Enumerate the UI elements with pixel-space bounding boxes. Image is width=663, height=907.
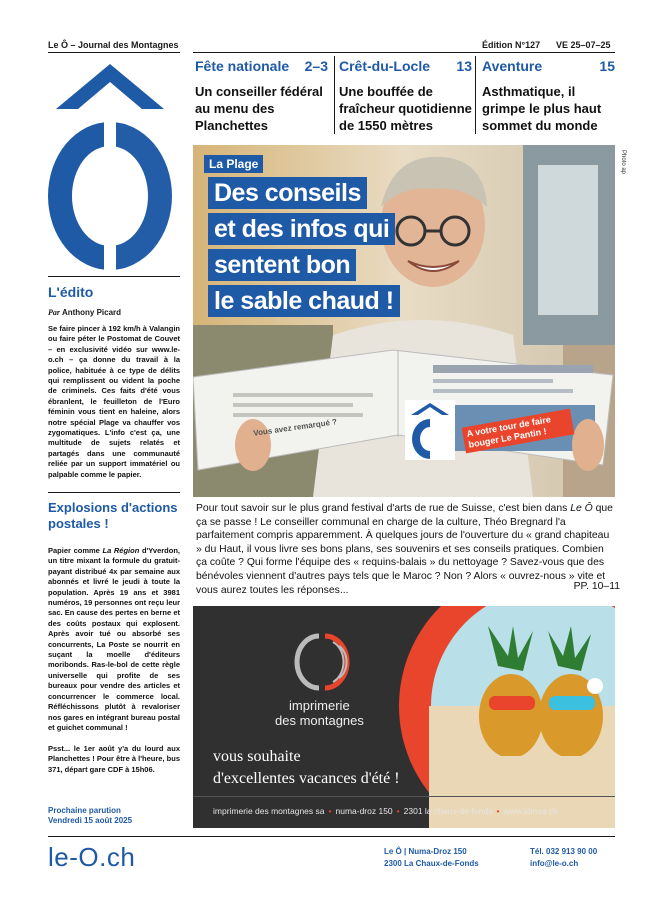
ad-footer-rule (193, 796, 615, 797)
column2-body: Papier comme La Région d'Yverdon, un titre mixant la formule du gratuit-payant distribué 4x par semaine aux abonnés et livré le jeudi à toute la population. Après 19 ans et 3981 numéros, 19 personnes ont reçu leur sac. En cause des pertes en berne et des coûts postaux qui explosent. Après avoir tué ou absorbé ses concurrents, La Poste se nourrit en suçant la moelle d'éditeurs moribonds. Ras-le-bol de cette règle universelle qui profite de ses bureaux pour vendre des articles et concurrencer le commerce local. Réfléchissons plutôt à revaloriser nos gares en intégrant bureau postal et guichet communal ! (48, 546, 180, 732)
teaser-text: Un conseiller fédéral au menu des Planchettes (195, 84, 323, 133)
headline-line: sentent bon (208, 249, 356, 281)
teaser-aventure[interactable] (482, 58, 615, 134)
le-o-logo-icon (44, 64, 176, 272)
edito-byline: Par Anthony Picard (48, 308, 122, 317)
feature-pages[interactable]: PP. 10–11 (573, 581, 620, 592)
ad-brand: imprimerie des montagnes (275, 698, 364, 728)
teaser-title: Crêt-du-Locle (339, 58, 430, 74)
edito-heading: L'édito (48, 284, 94, 300)
newspaper-small-text: Vous avez remarqué ? (252, 417, 338, 438)
teaser-cret-du-locle[interactable] (339, 58, 472, 134)
issue-date: VE 25–07–25 (556, 40, 611, 50)
edito-body: Se faire pincer à 192 km/h à Valangin ou faire péter le Postomat de Couvet – en exclusivité vidéo sur www.le-o.ch – ça donne du travail à la police, habituée à ce type de délits qui remplissent ou vident la poche de criminels. Ces faits d'été vous ébranlent, le feuilleton de l'Euro féminin vous tient en haleine, alors notre spécial Plage va chauffer vos zygomatiques. L'info c'est ça, une multitude de sujets relatés et partagés dans une communauté reliée par un support immatériel ou palpable comme le papier. (48, 324, 180, 479)
advertisement[interactable] (193, 606, 615, 828)
teaser-text: Asthmatique, il grimpe le plus haut sommet du monde (482, 84, 602, 133)
teaser-page: 15 (599, 58, 615, 74)
headline-line: le sable chaud ! (208, 285, 400, 317)
header-rule-right (193, 52, 615, 53)
edito-rule (48, 276, 180, 277)
teaser-title: Aventure (482, 58, 543, 74)
imprimerie-logo-icon (289, 626, 359, 696)
footer-address: Le Ô | Numa-Droz 150 2300 La Chaux-de-Fonds (384, 847, 479, 868)
pineapples-icon (463, 626, 613, 756)
teaser-page: 2–3 (304, 58, 328, 74)
footer-rule (48, 836, 615, 837)
feature-lead: Pour tout savoir sur le plus grand festival d'arts de rue de Suisse, c'est bien dans Le Ô que ça se passe ! Le conseiller communal en charge de la culture, Théo Bregnard l'a parfaitement compris apparemment. À quelques jours de l'ouverture du « grand chapiteau » du Haut, il vous livre ses bons plans, ses souvenirs et ses conseils pratiques. Combien ça coûte ? Qui forme l'équipe des « requins-balais » du nettoyage ? Savez-vous que des bénévoles viennent d'autres pays tels que le Maroc ? Non ? Alors « ouvrez-nous » vite et vous aurez toutes les réponses... (196, 503, 613, 596)
teaser-text: Une bouffée de fraîcheur quotidienne de 1550 mètres (339, 84, 472, 133)
masthead: Le Ô – Journal des Montagnes (48, 40, 179, 50)
photo-credit: Photo ap (620, 150, 626, 175)
teaser-fete-nationale[interactable] (195, 58, 328, 134)
header-rule-left (48, 52, 180, 53)
headline-line: Des conseils (208, 177, 367, 209)
footer-phone[interactable]: Tél. 032 913 90 00 (530, 847, 598, 856)
edition-number: Édition N°127 (482, 40, 541, 50)
teaser-title: Fête nationale (195, 58, 290, 74)
footer-contact (530, 846, 597, 870)
footer-email[interactable]: info@le-o.ch (530, 859, 579, 868)
teaser-page: 13 (456, 58, 472, 74)
section-tag: La Plage (204, 155, 263, 173)
column2-heading: Explosions d'actions postales ! (48, 500, 178, 531)
next-issue: Prochaine parution Vendredi 15 août 2025 (48, 806, 133, 825)
ad-slogan: vous souhaite d'excellentes vacances d'été ! (213, 748, 400, 787)
newspaper-banner: A votre tour de faire bouger Le Pantin ! (462, 409, 575, 454)
teaser-divider (475, 56, 476, 134)
ad-footer: imprimerie des montagnes sa • numa-droz 150 • 2301 la chaux-de-fonds • www.idmsa.ch (213, 806, 558, 816)
footer-logo[interactable]: le-O.ch (48, 842, 136, 872)
column2-ps: Psst... le 1er août y'a du lourd aux Planchettes ! Pour être à l'heure, bus 371, départ gare CDF à 15h06. (48, 744, 180, 774)
column2-rule (48, 492, 180, 493)
teaser-divider (334, 56, 335, 134)
headline-line: et des infos qui (208, 213, 395, 245)
